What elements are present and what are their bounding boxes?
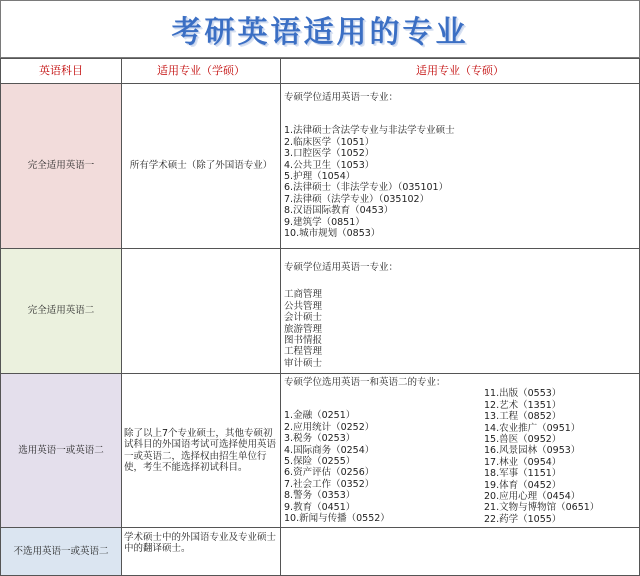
list-item: 19.体育（0452） xyxy=(484,479,562,491)
list-item: 13.工程（0852） xyxy=(484,411,562,423)
list-item: 17.林业（0954） xyxy=(484,456,562,468)
list-item: 8.汉语国际教育（0453） xyxy=(284,205,394,217)
page-title xyxy=(0,0,640,58)
list-item: 3.口腔医学（1052） xyxy=(284,148,375,160)
list-item: 11.出版（0553） xyxy=(484,388,562,400)
list-item: 2.临床医学（1051） xyxy=(284,136,375,148)
list-item: 22.药学（1055） xyxy=(484,513,562,525)
subject-cell: 完全适用英语二 xyxy=(1,249,122,374)
professional-list xyxy=(284,125,636,239)
professional-cell xyxy=(281,528,640,576)
list-item: 14.农业推广（0951） xyxy=(484,422,581,434)
list-item: 6.法律硕士（非法学专业）（035101） xyxy=(284,182,449,194)
table-row xyxy=(1,374,640,528)
list-item: 20.应用心理（0454） xyxy=(484,491,581,503)
academic-cell: 除了以上7个专业硕士，其他专硕初试科目的外国语考试可选择使用英语一或英语二，选择权由招生单位行使，考生不能选择初试科目。 xyxy=(122,374,281,528)
list-item: 4.公共卫生（1053） xyxy=(284,159,375,171)
list-item: 9.建筑学（0851） xyxy=(284,216,365,228)
list-item: 2.应用统计（0252） xyxy=(284,421,375,433)
list-item: 1.法律硕士含法学专业与非法学专业硕士 xyxy=(284,125,455,137)
list-item: 1.金融（0251） xyxy=(284,410,356,422)
academic-cell: 所有学术硕士（除了外国语专业） xyxy=(122,84,281,249)
professional-list xyxy=(284,289,636,369)
table-row xyxy=(1,528,640,576)
list-item: 会计硕士 xyxy=(284,312,323,324)
professional-cell xyxy=(281,249,640,374)
list-item: 4.国际商务（0254） xyxy=(284,444,375,456)
list-item: 8.警务（0353） xyxy=(284,490,356,502)
header-academic: 适用专业（学硕） xyxy=(122,59,281,84)
table-header-row xyxy=(1,59,640,84)
header-professional: 适用专业（专硕） xyxy=(281,59,640,84)
subject-cell: 完全适用英语一 xyxy=(1,84,122,249)
list-item: 3.税务（0253） xyxy=(284,433,356,445)
list-item: 16.风景园林（0953） xyxy=(484,445,581,457)
professional-cell xyxy=(281,374,640,528)
table-row xyxy=(1,84,640,249)
list-item: 公共管理 xyxy=(284,300,323,312)
list-item: 图书情报 xyxy=(284,335,323,347)
english-subject-table xyxy=(0,58,640,576)
professional-intro: 专硕学位适用英语一专业： xyxy=(284,92,399,103)
list-item: 15.兽医（0952） xyxy=(484,434,562,446)
list-item: 9.教育（0451） xyxy=(284,501,356,513)
list-item: 工商管理 xyxy=(284,289,323,301)
table-row xyxy=(1,249,640,374)
list-item: 12.艺术（1351） xyxy=(484,399,562,411)
list-item: 旅游管理 xyxy=(284,323,323,335)
list-item: 21.文物与博物馆（0651） xyxy=(484,502,600,514)
list-item: 7.法律硕（法学专业）（035102） xyxy=(284,193,430,205)
professional-list-left xyxy=(284,394,484,525)
professional-intro: 专硕学位适用英语一专业： xyxy=(284,262,399,273)
list-item: 18.军事（1151） xyxy=(484,468,562,480)
professional-cell xyxy=(281,84,640,249)
list-item: 5.保险（0255） xyxy=(284,456,356,468)
title-text: 考研英语适用的专业 xyxy=(171,15,469,50)
professional-intro: 专硕学位选用英语一和英语二的专业： xyxy=(284,377,446,388)
list-item: 5.护理（1054） xyxy=(284,171,356,183)
subject-cell: 不选用英语一或英语二 xyxy=(1,528,122,576)
subject-cell: 选用英语一或英语二 xyxy=(1,374,122,528)
professional-list-right xyxy=(484,388,636,525)
list-item: 审计硕士 xyxy=(284,357,323,369)
professional-list-columns xyxy=(284,388,636,525)
header-subject: 英语科目 xyxy=(1,59,122,84)
academic-cell: 学术硕士中的外国语专业及专业硕士中的翻译硕士。 xyxy=(122,528,281,576)
list-item: 工程管理 xyxy=(284,346,323,358)
list-item: 10.城市规划（0853） xyxy=(284,228,381,240)
list-item: 7.社会工作（0352） xyxy=(284,478,375,490)
list-item: 6.资产评估（0256） xyxy=(284,467,375,479)
academic-cell xyxy=(122,249,281,374)
list-item: 10.新闻与传播（0552） xyxy=(284,513,390,525)
